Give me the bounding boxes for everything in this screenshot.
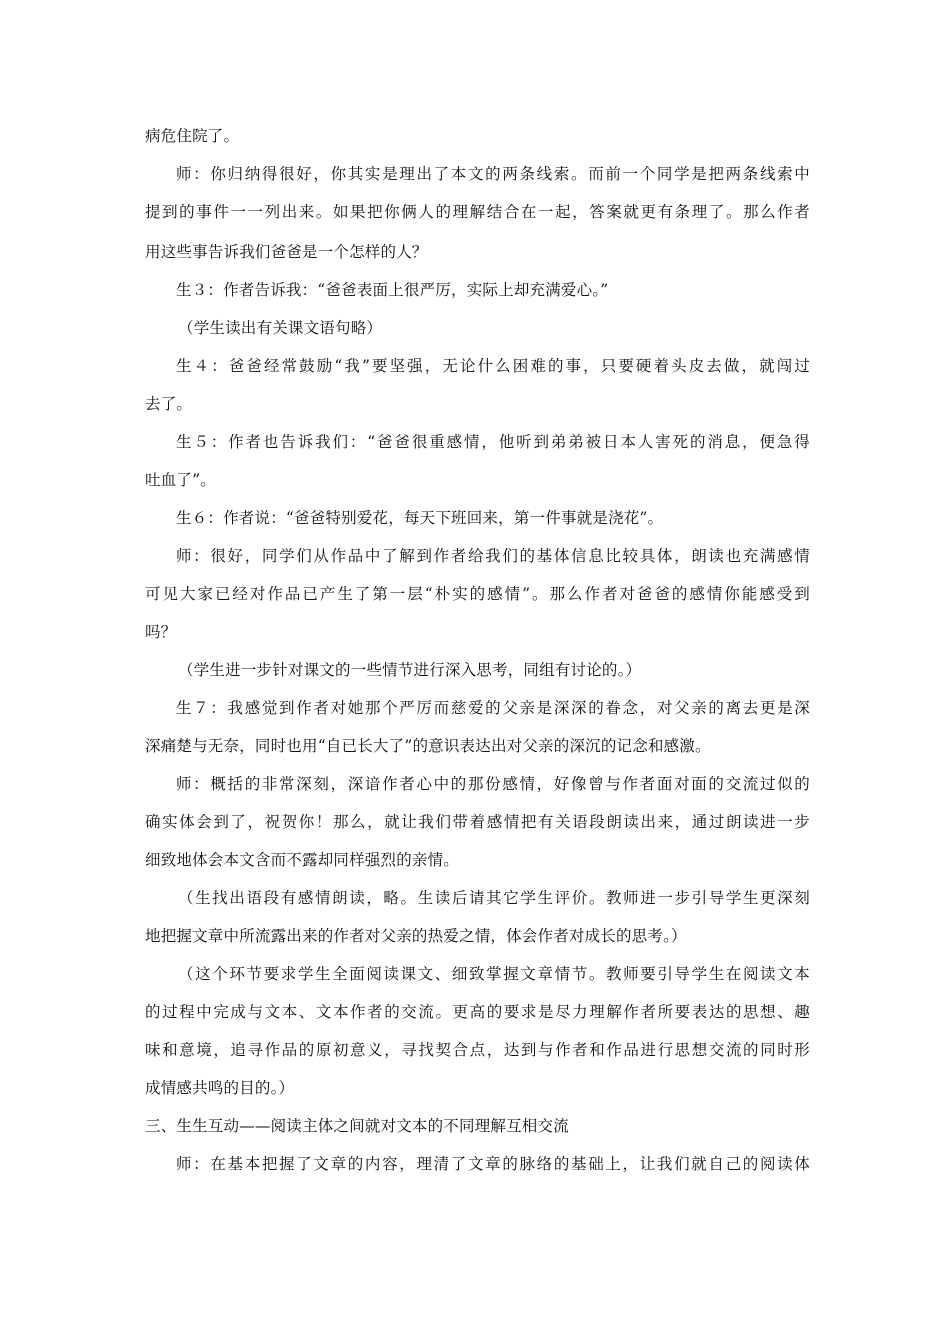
text-line: 生４：爸爸经常鼓励“我”要坚强，无论什么困难的事，只要硬着头皮去做，就闯过 bbox=[176, 357, 810, 375]
text-line: 吐血了”。 bbox=[145, 471, 216, 489]
text-line: 细致地体会本文含而不露却同样强烈的亲情。 bbox=[145, 851, 460, 869]
text-line: 用这些事告诉我们爸爸是一个怎样的人？ bbox=[145, 243, 428, 261]
text-line: 师：概括的非常深刻，深谙作者心中的那份感情，好像曾与作者面对面的交流过似的 bbox=[176, 775, 810, 793]
text-line: 师：很好，同学们从作品中了解到作者给我们的基体信息比较具体，朗读也充满感情 bbox=[176, 547, 810, 565]
text-line: （这个环节要求学生全面阅读课文、细致掌握文章情节。教师要引导学生在阅读文本 bbox=[178, 965, 810, 983]
text-line: 确实体会到了，祝贺你！那么，就让我们带着感情把有关语段朗读出来，通过朗读进一步 bbox=[145, 813, 810, 831]
text-line: 成情感共鸣的目的。） bbox=[145, 1079, 295, 1097]
text-line: （生找出语段有感情朗读，略。生读后请其它学生评价。教师进一步引导学生更深刻 bbox=[178, 889, 810, 907]
text-line: 可见大家已经对作品已产生了第一层“朴实的感情”。那么作者对爸爸的感情你能感受到 bbox=[145, 585, 810, 603]
text-line: 生３：作者告诉我：“爸爸表面上很严厉，实际上却充满爱心。” bbox=[176, 281, 609, 299]
text-line: 生５：作者也告诉我们：“爸爸很重感情，他听到弟弟被日本人害死的消息，便急得 bbox=[176, 433, 810, 451]
text-line: 吗？ bbox=[145, 623, 177, 641]
text-line: 生６：作者说：“爸爸特别爱花，每天下班回来，第一件事就是浇花”。 bbox=[176, 509, 664, 527]
text-line: 生７：我感觉到作者对她那个严厉而慈爱的父亲是深深的眷念，对父亲的离去更是深 bbox=[176, 699, 810, 717]
text-line: 地把握文章中所流露出来的作者对父亲的热爱之情，体会作者对成长的思考。） bbox=[145, 927, 687, 945]
text-line: 师：在基本把握了文章的内容，理清了文章的脉络的基础上，让我们就自己的阅读体 bbox=[176, 1155, 810, 1173]
text-line: 的过程中完成与文本、文本作者的交流。更高的要求是尽力理解作者所要表达的思想、趣 bbox=[145, 1003, 810, 1021]
text-line: 师：你归纳得很好，你其实是理出了本文的两条线索。而前一个同学是把两条线索中 bbox=[176, 165, 810, 183]
text-line: （学生读出有关课文语句略） bbox=[178, 319, 383, 337]
text-line: 味和意境，追寻作品的原初意义，寻找契合点，达到与作者和作品进行思想交流的同时形 bbox=[145, 1041, 810, 1059]
text-line: （学生进一步针对课文的一些情节进行深入思考，同组有讨论的。） bbox=[178, 661, 642, 679]
text-line: 去了。 bbox=[145, 395, 193, 413]
text-line: 病危住院了。 bbox=[145, 127, 240, 145]
section-heading: 三、生生互动——阅读主体之间就对文本的不同理解互相交流 bbox=[145, 1117, 569, 1135]
text-line: 提到的事件一一列出来。如果把你俩人的理解结合在一起，答案就更有条理了。那么作者 bbox=[145, 203, 810, 221]
text-line: 深痛楚与无奈，同时也用“自已长大了”的意识表达出对父亲的深沉的记念和感激。 bbox=[145, 737, 711, 755]
